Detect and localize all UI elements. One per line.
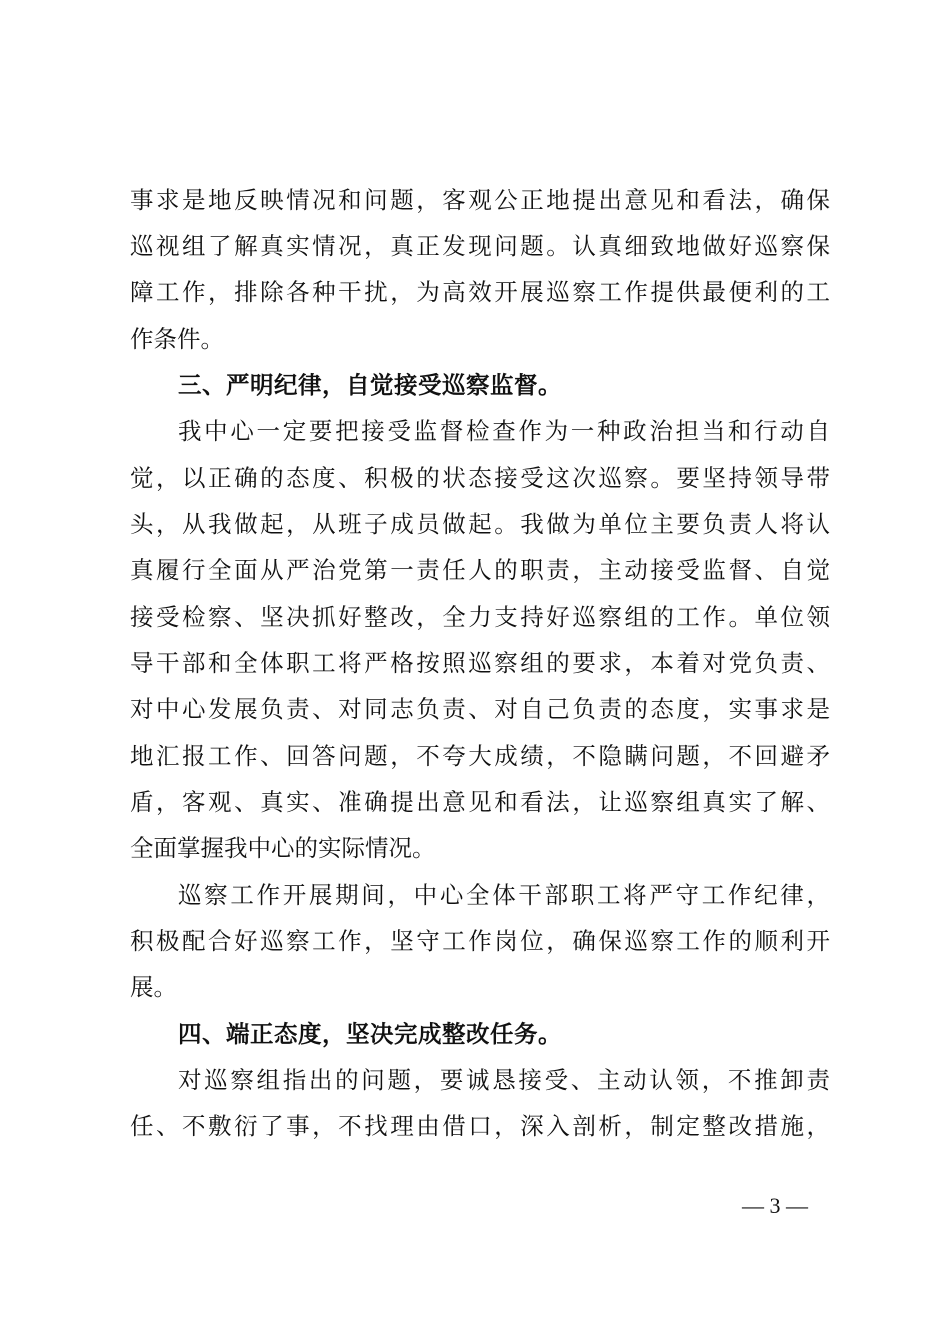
paragraph-line: 对巡察组指出的问题，要诚恳接受、主动认领，不推卸责 [178,1066,830,1094]
paragraph-line: 障工作，排除各种干扰，为高效开展巡察工作提供最便利的工 [130,278,830,306]
paragraph-line: 真履行全面从严治党第一责任人的职责，主动接受监督、自觉 [130,556,830,584]
paragraph-line: 觉，以正确的态度、积极的状态接受这次巡察。要坚持领导带 [130,464,830,492]
paragraph-line: 任、不敷衍了事，不找理由借口，深入剖析，制定整改措施， [130,1112,830,1140]
paragraph-line: 头，从我做起，从班子成员做起。我做为单位主要负责人将认 [130,510,830,538]
paragraph-line: 展。 [130,973,177,1001]
paragraph-line: 我中心一定要把接受监督检查作为一种政治担当和行动自 [178,417,830,445]
paragraph-line: 事求是地反映情况和问题，客观公正地提出意见和看法，确保 [130,186,830,214]
paragraph-line: 地汇报工作、回答问题，不夸大成绩，不隐瞒问题，不回避矛 [130,742,830,770]
paragraph-line: 全面掌握我中心的实际情况。 [130,834,436,862]
paragraph-line: 盾，客观、真实、准确提出意见和看法，让巡察组真实了解、 [130,788,830,816]
page-number: — 3 — [742,1193,808,1218]
section-heading-4: 四、端正态度，坚决完成整改任务。 [178,1020,562,1048]
section-heading-3: 三、严明纪律，自觉接受巡察监督。 [178,371,562,399]
paragraph-line: 导干部和全体职工将严格按照巡察组的要求，本着对党负责、 [130,649,830,677]
paragraph-line: 巡察工作开展期间，中心全体干部职工将严守工作纪律， [178,881,830,909]
paragraph-line: 积极配合好巡察工作，坚守工作岗位，确保巡察工作的顺利开 [130,927,830,955]
paragraph-line: 作条件。 [130,325,224,353]
paragraph-line: 对中心发展负责、对同志负责、对自己负责的态度，实事求是 [130,695,830,723]
paragraph-line: 巡视组了解真实情况，真正发现问题。认真细致地做好巡察保 [130,232,830,260]
paragraph-line: 接受检察、坚决抓好整改，全力支持好巡察组的工作。单位领 [130,603,830,631]
